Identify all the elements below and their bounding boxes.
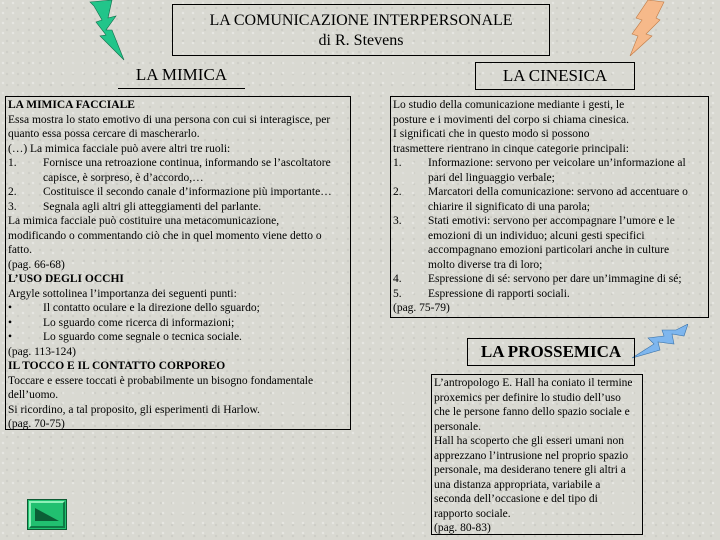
text-line: accompagnano emozioni particolari anche in culture <box>428 244 670 256</box>
text-line: personale. <box>434 420 481 433</box>
list-text: Costituisce il secondo canale d’informazione più importante… <box>43 186 332 198</box>
text-line: proxemics per definire lo studio dell’uso <box>434 391 621 404</box>
orange-lightning-icon <box>626 0 666 56</box>
text-line: Essa mostra lo stato emotivo di una persona con cui si interagisce, per <box>8 113 331 126</box>
list-item <box>8 200 348 215</box>
text-line: chiarire il significato di una parola; <box>428 200 590 213</box>
list-item <box>393 185 706 200</box>
page-ref: (pag. 70-75) <box>8 418 65 430</box>
subheading-mimica-facciale: LA MIMICA FACCIALE <box>8 99 135 111</box>
list-number: 4. <box>393 273 402 285</box>
text-line: modificando o commentando ciò che in quel momento viene detto o <box>8 229 322 242</box>
mimica-text-box <box>5 96 351 430</box>
text-line: una distanza appropriata, variabile a <box>434 478 601 491</box>
list-number: 2. <box>393 186 402 198</box>
cinesica-text-box <box>390 96 709 318</box>
text-line: L’antropologo E. Hall ha coniato il termine <box>434 377 633 389</box>
bullet-text: Il contatto oculare e la direzione dello sguardo; <box>43 302 260 314</box>
green-lightning-icon <box>86 0 134 62</box>
list-text: Informazione: servono per veicolare un’informazione al <box>428 157 686 169</box>
text-line: apprezzano l’intrusione nel proprio spazio <box>434 449 629 462</box>
text-line: pari del linguaggio verbale; <box>428 171 555 184</box>
list-number: 3. <box>393 215 402 227</box>
list-item <box>393 272 706 287</box>
text-line: emozioni di un individuo; alcuni gesti specifici <box>428 229 645 242</box>
prossemica-heading: LA PROSSEMICA <box>467 338 635 366</box>
list-text: Fornisce una retroazione continua, informando se l’ascoltatore <box>43 157 331 169</box>
play-triangle-button[interactable] <box>27 499 67 530</box>
text-line: trasmettere rientrano in cinque categorie principali: <box>393 142 629 155</box>
bullet-text: Lo sguardo come ricerca di informazioni; <box>43 316 235 329</box>
text-line: (…) La mimica facciale può avere altri tre ruoli: <box>8 142 231 155</box>
list-text: Stati emotivi: servono per accompagnare l’umore e le <box>428 215 675 227</box>
text-line: Si ricordino, a tal proposito, gli esperimenti di Harlow. <box>8 403 260 416</box>
main-title: LA COMUNICAZIONE INTERPERSONALE <box>209 12 513 29</box>
text-line: fatto. <box>8 244 32 256</box>
bullet-item <box>8 301 348 316</box>
author-subtitle: di R. Stevens <box>318 32 404 49</box>
list-text: Segnala agli altri gli atteggiamenti del parlante. <box>43 200 262 213</box>
list-item <box>393 287 706 302</box>
text-line: La mimica facciale può costituire una metacomunicazione, <box>8 215 280 227</box>
text-line: Argyle sottolinea l’importanza dei seguenti punti: <box>8 287 237 300</box>
bullet-item <box>8 330 348 345</box>
list-item <box>8 185 348 200</box>
list-item <box>393 156 706 171</box>
list-number: 3. <box>8 200 17 213</box>
list-item <box>8 156 348 171</box>
page-ref: (pag. 113-124) <box>8 345 76 358</box>
bullet-text: Lo sguardo come segnale o tecnica sociale. <box>43 331 242 343</box>
list-number: 1. <box>393 157 402 169</box>
list-text: Espressione di sé: servono per dare un’immagine di sé; <box>428 273 682 285</box>
text-line: personale, ma desiderano tenere gli altri a <box>434 464 626 476</box>
text-line: quanto essa possa cercare di mascherarlo. <box>8 128 200 140</box>
bullet-item <box>8 316 348 331</box>
prossemica-text-box <box>431 374 643 535</box>
text-line: I significati che in questo modo si possono <box>393 128 590 140</box>
text-line: posture e i movimenti del corpo si chiama cinesica. <box>393 113 629 126</box>
mimica-heading: LA MIMICA <box>118 61 245 89</box>
bullet: • <box>8 316 13 329</box>
list-item <box>393 214 706 229</box>
text-line: capisce, è sorpreso, è d’accordo,… <box>43 171 204 184</box>
cinesica-heading: LA CINESICA <box>475 62 635 90</box>
subheading-tocco: IL TOCCO E IL CONTATTO CORPOREO <box>8 360 226 372</box>
list-number: 1. <box>8 157 17 169</box>
text-line: Toccare e essere toccati è probabilmente un bisogno fondamentale <box>8 374 314 387</box>
text-line: Hall ha scoperto che gli esseri umani non <box>434 435 625 447</box>
blue-lightning-icon <box>632 324 688 360</box>
title-box <box>172 4 550 56</box>
page-ref: (pag. 66-68) <box>8 258 65 271</box>
text-line: molto diverse tra di loro; <box>428 258 543 271</box>
page-ref: (pag. 80-83) <box>434 522 491 534</box>
text-line: dell’uomo. <box>8 389 59 401</box>
list-text: Marcatori della comunicazione: servono ad accentuare o <box>428 186 688 198</box>
text-line: Lo studio della comunicazione mediante i gesti, le <box>393 99 625 111</box>
page-ref: (pag. 75-79) <box>393 302 450 314</box>
text-line: che le persone fanno dello spazio sociale e <box>434 406 630 418</box>
bullet: • <box>8 302 13 314</box>
list-text: Espressione di rapporti sociali. <box>428 287 570 300</box>
subheading-uso-occhi: L’USO DEGLI OCCHI <box>8 273 124 285</box>
text-line: seconda dell’occasione e del tipo di <box>434 493 598 505</box>
list-number: 2. <box>8 186 17 198</box>
list-number: 5. <box>393 287 402 300</box>
bullet: • <box>8 331 13 343</box>
text-line: rapporto sociale. <box>434 507 511 520</box>
